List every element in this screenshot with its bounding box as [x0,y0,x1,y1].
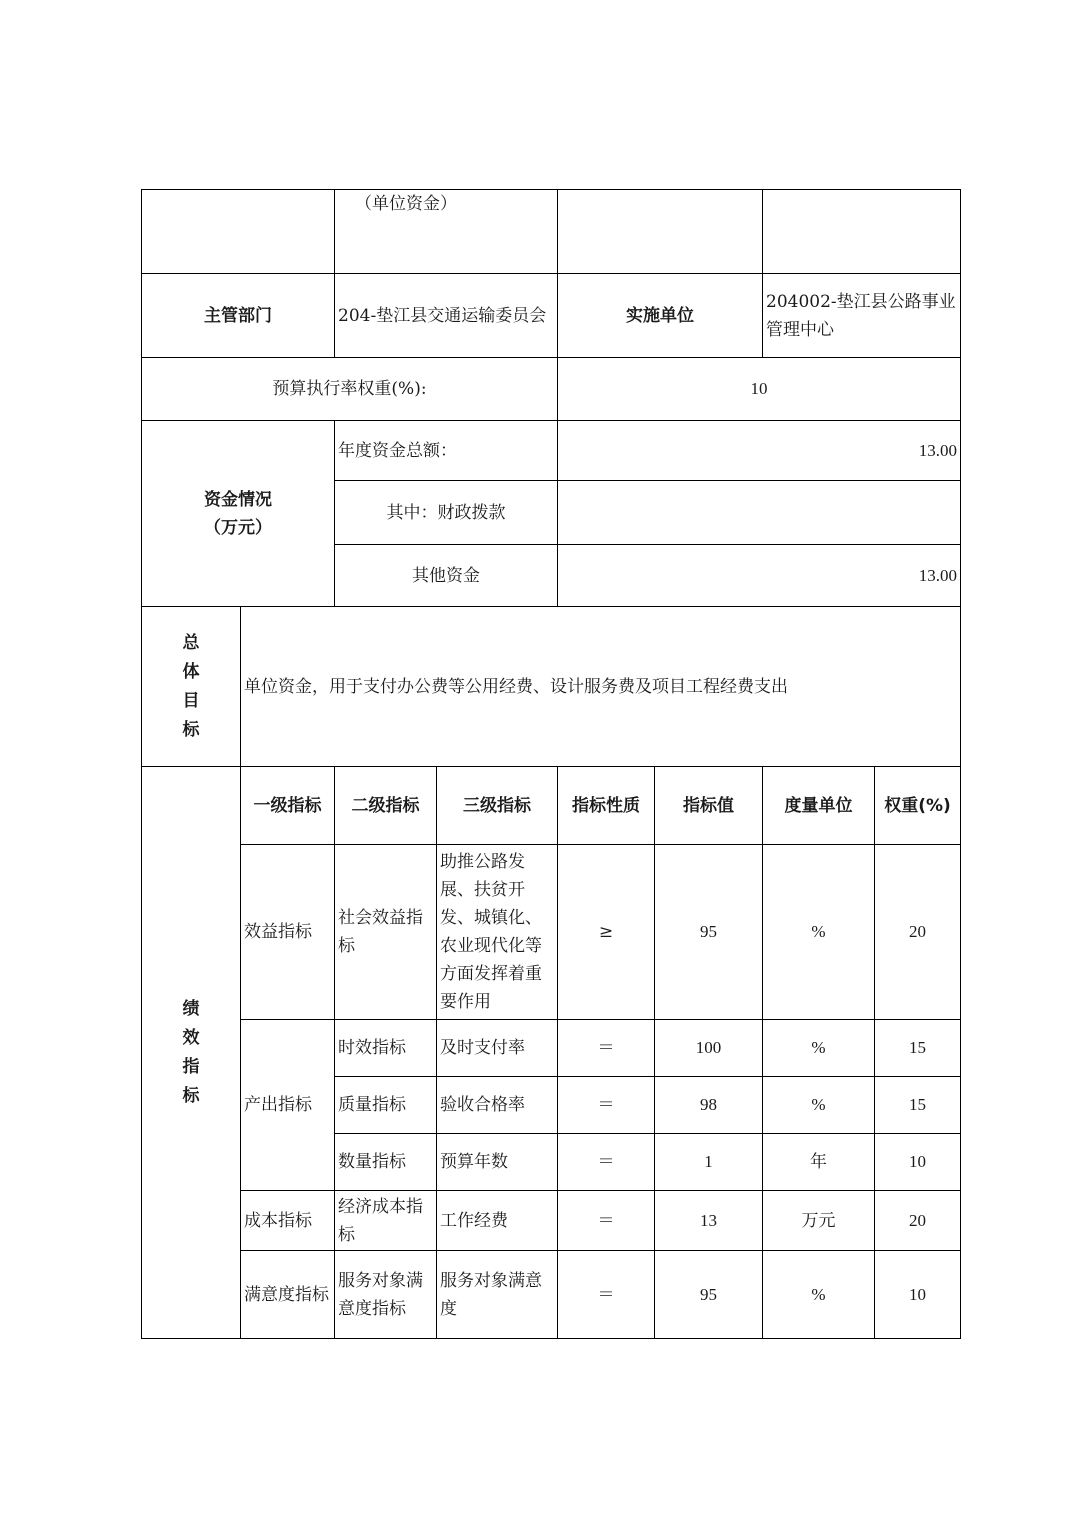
row-unit: % [763,845,875,1020]
top-empty-cell-3 [763,190,961,274]
performance-label-char: 绩 [182,998,200,1019]
goal-label-char: 总 [182,632,200,653]
total-funds-label: 年度资金总额： [335,421,558,481]
row-value: 100 [655,1020,763,1077]
goal-label-char: 标 [182,719,200,740]
row-value: 98 [655,1077,763,1134]
row-weight: 20 [875,1191,961,1251]
funds-label-line1: 资金情况 [204,489,272,510]
total-funds-value: 13.00 [558,421,961,481]
row-l1: 效益指标 [241,845,335,1020]
row-l3: 工作经费 [437,1191,558,1251]
col-header-unit: 度量单位 [763,767,875,845]
budget-rate-label: 预算执行率权重(%): [142,358,558,421]
row-l1: 满意度指标 [241,1251,335,1339]
col-header-value: 指标值 [655,767,763,845]
row-l3: 验收合格率 [437,1077,558,1134]
row-unit: 万元 [763,1191,875,1251]
row-weight: 20 [875,845,961,1020]
top-empty-cell [142,190,335,274]
row-nature: ＝ [558,1191,655,1251]
goal-text: 单位资金，用于支付办公费等公用经费、设计服务费及项目工程经费支出 [241,607,961,767]
fund-type-cell [335,190,558,274]
row-weight: 15 [875,1020,961,1077]
row-l2: 质量指标 [335,1077,437,1134]
row-value: 1 [655,1134,763,1191]
top-empty-cell-2 [558,190,763,274]
other-funds-label: 其他资金 [335,545,558,607]
row-l2: 经济成本指标 [335,1191,437,1251]
funds-label-line2: （万元） [204,517,272,538]
performance-label-char: 效 [182,1027,200,1048]
row-unit: % [763,1251,875,1339]
fund-type-text: （单位资金） [355,194,457,214]
row-l3: 预算年数 [437,1134,558,1191]
row-value: 13 [655,1191,763,1251]
col-header-weight: 权重(%) [875,767,961,845]
row-l2: 时效指标 [335,1020,437,1077]
col-header-l2: 二级指标 [335,767,437,845]
goal-label-char: 体 [182,661,200,682]
row-unit: % [763,1020,875,1077]
row-l1: 成本指标 [241,1191,335,1251]
dept-value: 204-垫江县交通运输委员会 [335,274,558,358]
row-unit: 年 [763,1134,875,1191]
goal-label [142,607,241,767]
row-l2: 社会效益指标 [335,845,437,1020]
fiscal-funds-label: 其中：财政拨款 [335,481,558,545]
row-nature: ＝ [558,1020,655,1077]
row-l1: 产出指标 [241,1020,335,1191]
row-weight: 10 [875,1134,961,1191]
row-l2: 数量指标 [335,1134,437,1191]
dept-label: 主管部门 [142,274,335,358]
row-weight: 10 [875,1251,961,1339]
performance-label-char: 指 [182,1056,200,1077]
performance-label [142,767,241,1339]
row-l2: 服务对象满意度指标 [335,1251,437,1339]
funds-label [142,421,335,607]
row-unit: % [763,1077,875,1134]
row-l3: 及时支付率 [437,1020,558,1077]
other-funds-value: 13.00 [558,545,961,607]
col-header-nature: 指标性质 [558,767,655,845]
row-nature: ≥ [558,845,655,1020]
row-nature: ＝ [558,1134,655,1191]
goal-label-char: 目 [182,690,200,711]
impl-value: 204002-垫江县公路事业管理中心 [763,274,961,358]
row-nature: ＝ [558,1251,655,1339]
impl-label: 实施单位 [558,274,763,358]
row-weight: 15 [875,1077,961,1134]
row-value: 95 [655,845,763,1020]
performance-label-char: 标 [182,1085,200,1106]
budget-rate-value: 10 [558,358,961,421]
performance-goal-form [141,189,961,1339]
fiscal-funds-value [558,481,961,545]
row-l3: 服务对象满意度 [437,1251,558,1339]
row-l3: 助推公路发展、扶贫开发、城镇化、农业现代化等方面发挥着重要作用 [437,845,558,1020]
col-header-l3: 三级指标 [437,767,558,845]
row-nature: ＝ [558,1077,655,1134]
row-value: 95 [655,1251,763,1339]
col-header-l1: 一级指标 [241,767,335,845]
